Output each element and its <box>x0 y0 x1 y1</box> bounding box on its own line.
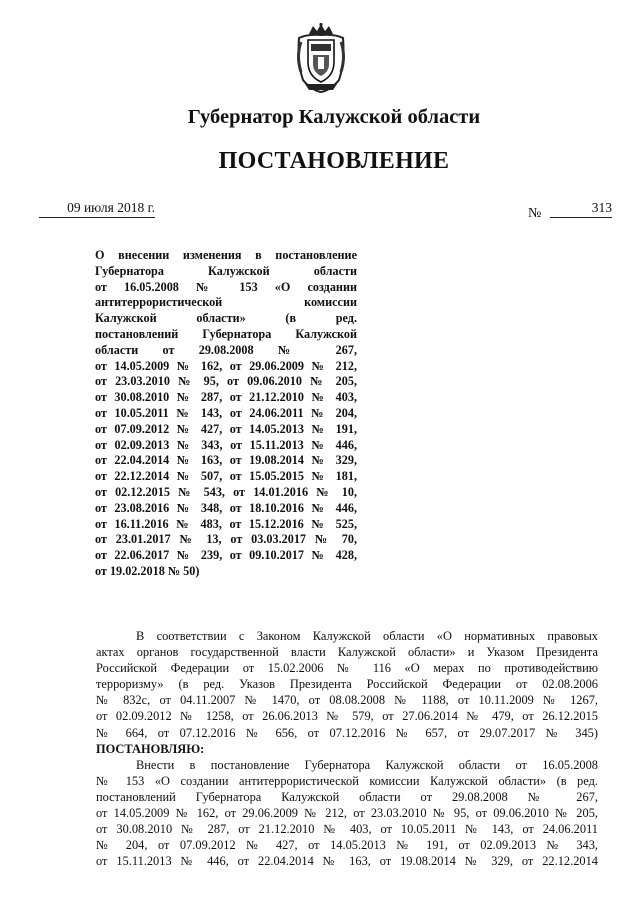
number-sign: № <box>528 206 542 221</box>
title-line: от 23.08.2016 № 348, от 18.10.2016 № 446, <box>95 500 357 515</box>
title-line: от 23.01.2017 № 13, от 03.03.2017 № 70, <box>95 532 357 547</box>
body-line: от 02.09.2012 № 1258, от 26.06.2013 № 579, от 27.06.2014 № 479, от 26.12.2015 <box>96 709 598 724</box>
body-line: от 15.11.2013 № 446, от 22.04.2014 № 163, от 19.08.2014 № 329, от 22.12.2014 <box>96 854 598 869</box>
document-type: ПОСТАНОВЛЕНИЕ <box>218 148 450 174</box>
title-line: Калужской области» (в ред. <box>95 311 357 326</box>
resolution-keyword: ПОСТАНОВЛЯЮ: <box>96 741 205 756</box>
title-line: от 10.05.2011 № 143, от 24.06.2011 № 204, <box>95 405 357 420</box>
title-line: от 02.12.2015 № 543, от 14.01.2016 № 10, <box>95 484 357 499</box>
body-line: Внести в постановление Губернатора Калужской области от 16.05.2008 <box>136 757 598 772</box>
document-date: 09 июля 2018 г. <box>39 200 155 218</box>
body-line: Российской Федерации от 15.02.2006 № 116 «О мерах по противодействию <box>96 661 598 676</box>
title-line: от 14.05.2009 № 162, от 29.06.2009 № 212, <box>95 358 357 373</box>
document-body <box>96 628 598 869</box>
coat-of-arms-icon <box>295 22 347 94</box>
title-line: от 16.05.2008 № 153 «О создании <box>95 279 357 294</box>
title-line: от 23.03.2010 № 95, от 09.06.2010 № 205, <box>95 374 357 389</box>
title-line: от 07.09.2012 № 427, от 14.05.2013 № 191, <box>95 421 357 436</box>
body-line: В соответствии с Законом Калужской области «О нормативных правовых <box>136 629 598 643</box>
body-line: актах органов государственной власти Калужской области» и Указом Президента <box>96 645 598 660</box>
document-title <box>95 248 357 580</box>
title-line: от 02.09.2013 № 343, от 15.11.2013 № 446, <box>95 437 357 452</box>
body-line: № 832с, от 04.11.2007 № 1470, от 08.08.2008 № 1188, от 10.11.2009 № 1267, <box>96 693 598 708</box>
title-line: от 22.04.2014 № 163, от 19.08.2014 № 329, <box>95 453 357 468</box>
body-line: № 204, от 07.09.2012 № 427, от 14.05.2013 № 191, от 02.09.2013 № 343, <box>96 838 598 853</box>
body-line: от 30.08.2010 № 287, от 21.12.2010 № 403, от 10.05.2011 № 143, от 24.06.2011 <box>96 822 598 837</box>
title-line: Губернатора Калужской области <box>95 263 357 278</box>
title-line: антитеррористической комиссии <box>95 295 357 310</box>
body-line: терроризму» (в ред. Указов Президента Российской Федерации от 02.08.2006 <box>96 677 598 692</box>
issuing-authority: Губернатор Калужской области <box>187 106 481 128</box>
body-line: от 14.05.2009 № 162, от 29.06.2009 № 212, от 23.03.2010 № 95, от 09.06.2010 № 205, <box>96 806 598 821</box>
title-line: области от 29.08.2008 № 267, <box>95 342 357 357</box>
title-line: от 22.06.2017 № 239, от 09.10.2017 № 428, <box>95 548 357 563</box>
body-line: постановлений Губернатора Калужской области от 29.08.2008 № 267, <box>96 789 598 804</box>
title-line: от 30.08.2010 № 287, от 21.12.2010 № 403, <box>95 390 357 405</box>
title-line: постановлений Губернатора Калужской <box>95 326 357 341</box>
body-line: № 664, от 07.12.2016 № 656, от 07.12.2016 № 657, от 29.07.2017 № 345) <box>96 725 598 740</box>
body-line: № 153 «О создании антитеррористической комиссии Калужской области» (в ред. <box>96 773 598 788</box>
title-line: от 19.02.2018 № 50) <box>95 563 200 578</box>
title-line: О внесении изменения в постановление <box>95 248 357 262</box>
title-line: от 16.11.2016 № 483, от 15.12.2016 № 525, <box>95 516 357 531</box>
title-line: от 22.12.2014 № 507, от 15.05.2015 № 181, <box>95 469 357 484</box>
document-number: 313 <box>550 200 612 218</box>
